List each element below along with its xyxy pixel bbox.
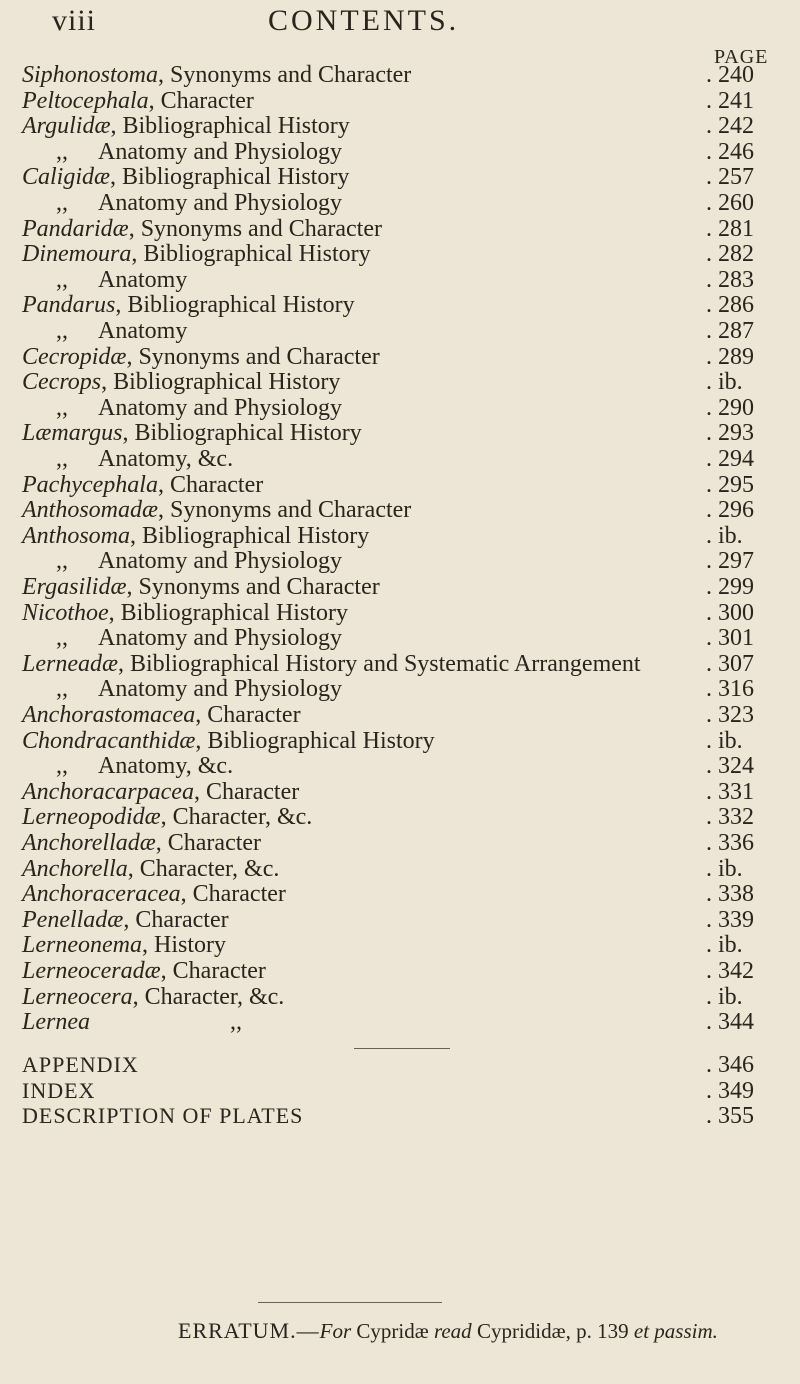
entry-text	[22, 600, 348, 627]
erratum-read: read	[433, 1319, 472, 1343]
entry-description: , Bibliographical History	[195, 727, 435, 754]
entry-text	[22, 830, 261, 857]
entry-description: , Character, &c.	[127, 855, 280, 882]
ditto-mark: ,,	[56, 625, 68, 652]
ditto-mark: ,,	[56, 138, 68, 165]
page-ref: . 299	[706, 574, 754, 600]
contents-entry	[0, 1009, 800, 1039]
taxon-name: Lerneopodidæ	[22, 804, 161, 831]
taxon-name: Ergasilidæ	[22, 574, 127, 600]
entry-description: , Character	[180, 881, 286, 908]
entry-description: , Bibliographical History and Systematic Arrangement	[118, 650, 641, 677]
ditto-mark: ,,	[56, 676, 68, 703]
ditto-mark: ,,	[56, 446, 68, 472]
page-ref: . 260	[706, 190, 754, 216]
page-ref: . 290	[706, 394, 754, 421]
page-ref: . 242	[706, 113, 754, 140]
entry-text	[22, 1009, 242, 1036]
entry-description: , History	[141, 932, 226, 959]
taxon-name: Lerneadæ	[22, 650, 118, 677]
taxon-name: Anthosomadæ	[22, 497, 159, 524]
taxon-name: Chondracanthidæ	[22, 727, 196, 754]
entry-text	[22, 574, 380, 601]
entry-description: Anatomy and Physiology	[98, 625, 342, 652]
entry-text	[56, 267, 187, 294]
page-ref: . 296	[706, 497, 754, 524]
page-title: CONTENTS.	[268, 4, 460, 37]
taxon-name: Læmargus	[22, 420, 123, 447]
ditto-mark: ,,	[56, 753, 68, 780]
entry-description: , Bibliographical History	[110, 113, 350, 140]
entry-text	[22, 344, 380, 371]
entry-text	[56, 395, 342, 422]
page-ref: . 281	[706, 215, 754, 242]
entry-text	[22, 241, 371, 268]
entry-description: , Synonyms and Character	[128, 215, 382, 242]
entry-text	[22, 497, 411, 524]
page-ref: . 331	[706, 778, 754, 805]
entry-description: , Character, &c.	[160, 804, 313, 831]
page-ref: . 344	[706, 1009, 754, 1036]
page-ref: . 316	[706, 676, 754, 703]
entry-text	[22, 728, 435, 755]
entry-text	[56, 625, 342, 652]
taxon-name: Lernea	[22, 1009, 90, 1036]
entry-description: , Bibliographical History	[101, 369, 341, 396]
taxon-name: Cecrops	[22, 369, 102, 396]
entry-description: Anatomy and Physiology	[98, 676, 342, 703]
entry-text	[56, 548, 342, 575]
taxon-name: Caligidæ	[22, 164, 111, 191]
entry-description: , Character	[193, 778, 300, 805]
taxon-name: Anchorastomacea	[22, 702, 196, 728]
page-ref: . 241	[706, 87, 754, 114]
separator-rule	[354, 1048, 450, 1049]
entry-description: , Bibliographical History	[110, 164, 350, 191]
entry-text	[22, 804, 312, 831]
entry-description: , Bibliographical History	[131, 241, 371, 268]
entry-text	[22, 113, 350, 140]
erratum-label: ERRATUM.—	[178, 1318, 320, 1343]
page-header	[0, 4, 800, 44]
entry-text	[22, 907, 229, 934]
entry-text	[56, 446, 233, 473]
taxon-name: Anthosoma	[22, 522, 130, 549]
taxon-name: Nicothoe	[22, 599, 109, 626]
entry-description: , Bibliographical History	[122, 420, 362, 447]
erratum-wrong: Cypridæ	[356, 1319, 429, 1343]
ditto-mark: ,,	[56, 190, 68, 216]
page-ref: . ib.	[706, 932, 743, 959]
entry-description: Anatomy, &c.	[98, 753, 234, 780]
entry-description: Anatomy and Physiology	[98, 548, 342, 575]
entry-description: , Character	[195, 702, 301, 728]
taxon-name: Anchorelladæ	[22, 830, 156, 856]
taxon-name: Lerneoceradæ	[22, 958, 161, 984]
entry-text	[56, 318, 187, 345]
page-ref: . 346	[706, 1052, 754, 1078]
entry-text	[22, 88, 254, 115]
entry-description: , Character, &c.	[132, 983, 285, 1010]
entry-description: , Character	[160, 958, 266, 984]
entry-description: Anatomy and Physiology	[98, 138, 342, 165]
entry-text	[56, 753, 233, 780]
erratum-tail: et passim.	[633, 1319, 718, 1343]
erratum-for: For	[319, 1319, 352, 1343]
page-ref: . 240	[706, 62, 754, 88]
taxon-name: Argulidæ	[22, 113, 111, 140]
page-ref: . 332	[706, 804, 754, 831]
erratum-note	[178, 1318, 718, 1344]
entry-text	[22, 164, 349, 191]
entry-text	[22, 292, 355, 319]
page-ref: . 323	[706, 702, 754, 728]
entry-text	[22, 702, 301, 729]
entry-description: , Bibliographical History	[108, 599, 348, 626]
back-matter-label: DESCRIPTION OF PLATES	[22, 1103, 304, 1129]
erratum-right: Cyprididæ	[476, 1319, 566, 1343]
entry-description: Anatomy and Physiology	[98, 394, 342, 421]
erratum-page: , p. 139	[565, 1319, 629, 1343]
page-ref: . 339	[706, 906, 754, 933]
footer-rule	[258, 1302, 442, 1303]
taxon-name: Dinemoura	[22, 241, 132, 268]
page-ref: . 307	[706, 650, 754, 677]
entry-description: , Character	[148, 87, 254, 114]
entry-text	[22, 779, 299, 806]
entry-description: , Synonyms and Character	[126, 574, 380, 600]
entry-text	[22, 420, 362, 447]
page-ref: . 297	[706, 548, 754, 575]
page-ref: . 293	[706, 420, 754, 447]
entry-text	[56, 676, 342, 703]
back-matter-label: APPENDIX	[22, 1052, 139, 1077]
entry-text	[22, 958, 266, 985]
entry-description: Anatomy and Physiology	[98, 190, 342, 216]
entry-description: Anatomy	[98, 266, 188, 293]
taxon-name: Lerneocera	[22, 983, 133, 1010]
page-ref: . 294	[706, 446, 754, 472]
page-ref: . 282	[706, 241, 754, 268]
taxon-name: Penelladæ	[22, 906, 124, 933]
page-ref: . 289	[706, 343, 754, 370]
entry-text	[56, 190, 342, 217]
taxon-name: Siphonostoma	[22, 62, 159, 88]
page-ref: . 295	[706, 471, 754, 498]
page-ref: . 287	[706, 318, 754, 344]
page-ref: . 349	[706, 1077, 754, 1104]
entry-description: , Bibliographical History	[115, 292, 355, 319]
back-matter-label: INDEX	[22, 1077, 96, 1103]
page-ref: . 286	[706, 292, 754, 319]
page-ref: . 338	[706, 881, 754, 908]
page-ref: . ib.	[706, 727, 743, 754]
ditto-mark: ,,	[56, 318, 68, 344]
ditto-mark: ,,	[56, 548, 68, 575]
entry-text	[22, 856, 279, 883]
entry-description: , Character	[157, 471, 264, 498]
page-ref: . 336	[706, 830, 754, 856]
entry-description: , Bibliographical History	[130, 522, 370, 549]
taxon-name: Pandarus	[22, 292, 116, 319]
entry-text	[22, 523, 369, 550]
entry-text	[22, 216, 382, 243]
taxon-name: Lerneonema	[22, 932, 142, 959]
page-ref: . 246	[706, 138, 754, 165]
taxon-name: Anchoracarpacea	[22, 778, 194, 805]
taxon-name: Pachycephala	[22, 471, 158, 498]
taxon-name: Peltocephala	[22, 87, 149, 114]
entry-text	[22, 651, 641, 678]
ditto-mark: ,,	[56, 394, 68, 421]
entry-description: , Synonyms and Character	[126, 343, 380, 370]
page-ref: . 355	[706, 1103, 754, 1130]
entry-text	[22, 62, 411, 89]
entry-text	[22, 369, 340, 396]
taxon-name: Pandaridæ	[22, 215, 129, 242]
entry-description: , Synonyms and Character	[158, 497, 412, 524]
page-ref: . ib.	[706, 522, 743, 549]
taxon-name: Cecropidæ	[22, 343, 127, 370]
page-ref: . 342	[706, 958, 754, 984]
entry-description: , Character	[155, 830, 262, 856]
back-matter-entry	[0, 1103, 800, 1133]
entry-description: Anatomy, &c.	[98, 446, 234, 472]
taxon-name: Anchoraceracea	[22, 881, 181, 908]
entry-text	[22, 472, 263, 499]
ditto-mark: ,,	[56, 266, 68, 293]
page-ref: . 257	[706, 164, 754, 191]
entry-text	[22, 984, 284, 1011]
entry-description: Anatomy	[98, 318, 188, 344]
page-ref: . 300	[706, 599, 754, 626]
page-ref: . ib.	[706, 369, 743, 396]
page-number: viii	[52, 4, 97, 37]
entry-text	[22, 932, 226, 959]
entry-text	[22, 881, 286, 908]
entry-description: ,,	[230, 1009, 242, 1036]
entry-description: , Character	[123, 906, 229, 933]
taxon-name: Anchorella	[22, 855, 128, 882]
page-ref: . 324	[706, 753, 754, 780]
page-ref: . 283	[706, 266, 754, 293]
page-ref: . 301	[706, 625, 754, 652]
page-ref: . ib.	[706, 983, 743, 1010]
entry-text	[56, 139, 342, 166]
entry-description: , Synonyms and Character	[158, 62, 412, 88]
page-column-heading: PAGE	[714, 46, 769, 68]
page-ref: . ib.	[706, 855, 743, 882]
